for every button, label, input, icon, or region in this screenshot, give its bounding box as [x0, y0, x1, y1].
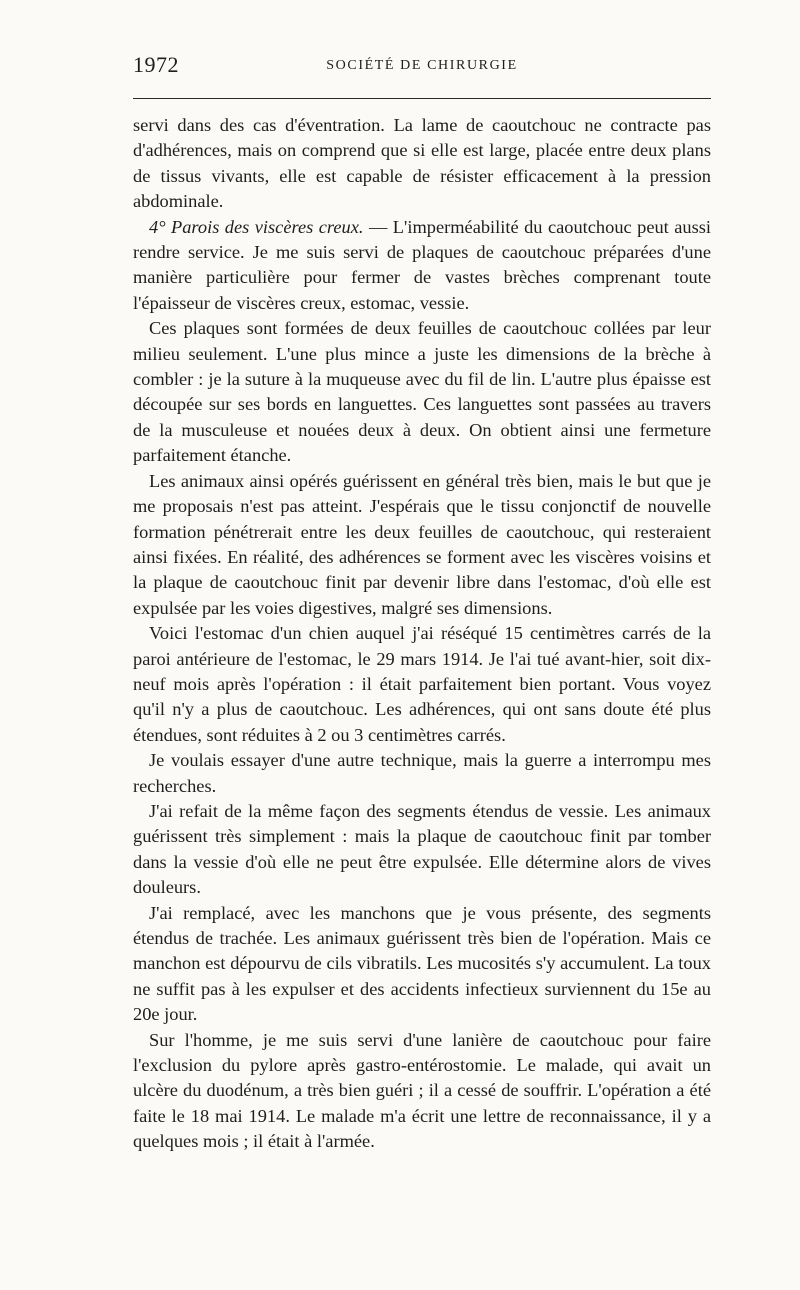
paragraph-7: J'ai refait de la même façon des segments étendus de vessie. Les animaux guérissent très simplement : mais la plaque de caoutchouc finit par tomber dans la vessie d'où elle ne peut être expulsée. Elle détermine alors de vives douleurs. — [133, 800, 711, 898]
paragraph-8: J'ai remplacé, avec les manchons que je vous présente, des segments étendus de trachée. Les animaux guérissent très bien de l'opération. Mais ce manchon est dépourvu de cils vibratils. Les mucosités s'y accumulent. La toux ne suffit pas à les expulser et des accidents infectieux surviennent du 15e au 20e jour. — [133, 902, 711, 1025]
paragraph-1: servi dans des cas d'éventration. La lame de caoutchouc ne contracte pas d'adhérences, mais on comprend que si elle est large, placée entre deux plans de tissus vivants, elle est capable de résister efficacement à la pression abdominale. — [133, 115, 711, 212]
paragraph-9: Sur l'homme, je me suis servi d'une lanière de caoutchouc pour faire l'exclusion du pylore après gastro-entérostomie. Le malade, qui avait un ulcère du duodénum, a très bien guéri ; il a cessé de souffrir. L'opération a été faite le 18 mai 1914. Le malade m'a écrit une lettre de reconnaissance, il y a quelques mois ; il était à l'armée. — [133, 1029, 711, 1152]
page-number: 1972 — [133, 52, 179, 77]
body-text — [133, 113, 711, 1155]
paragraph-2 — [133, 215, 711, 317]
page-header — [133, 52, 711, 86]
paragraph-2-text: — L'imperméabilité du caoutchouc peut aussi rendre service. Je me suis servi de plaques de caoutchouc préparées d'une manière particulière pour fermer de vastes brèches comprenant toute l'épaisseur de viscères creux, estomac, vessie. — [133, 216, 712, 313]
paragraph-6: Je voulais essayer d'une autre technique, mais la guerre a interrompu mes recherches. — [133, 750, 711, 796]
section-label: 4° Parois des viscères creux. — [149, 216, 364, 237]
paragraph-3: Ces plaques sont formées de deux feuilles de caoutchouc collées par leur milieu seulement. L'une plus mince a juste les dimensions de la brèche à combler : je la suture à la muqueuse avec du fil de lin. L'autre plus épaisse est découpée sur ses bords en languettes. Ces languettes sont passées au travers de la musculeuse et nouées deux à deux. On obtient ainsi une fermeture parfaitement étanche. — [133, 318, 711, 466]
header-rule — [133, 98, 711, 99]
paragraph-4: Les animaux ainsi opérés guérissent en général très bien, mais le but que je me proposais n'est pas atteint. J'espérais que le tissu conjonctif de nouvelle formation pénétrerait entre les deux feuilles de caoutchouc, qui resteraient ainsi fixées. En réalité, des adhérences se forment avec les viscères voisins et la plaque de caoutchouc finit par devenir libre dans l'estomac, d'où elle est expulsée par les voies digestives, malgré ses dimensions. — [133, 470, 711, 618]
paragraph-5: Voici l'estomac d'un chien auquel j'ai réséqué 15 centimètres carrés de la paroi antérieure de l'estomac, le 29 mars 1914. Je l'ai tué avant-hier, soit dix-neuf mois après l'opération : il était parfaitement bien portant. Vous voyez qu'il n'y a plus de caoutchouc. Les adhérences, qui ont sans doute été plus étendues, sont réduites à 2 ou 3 centimètres carrés. — [133, 623, 711, 745]
running-head: SOCIÉTÉ DE CHIRURGIE — [326, 58, 518, 73]
